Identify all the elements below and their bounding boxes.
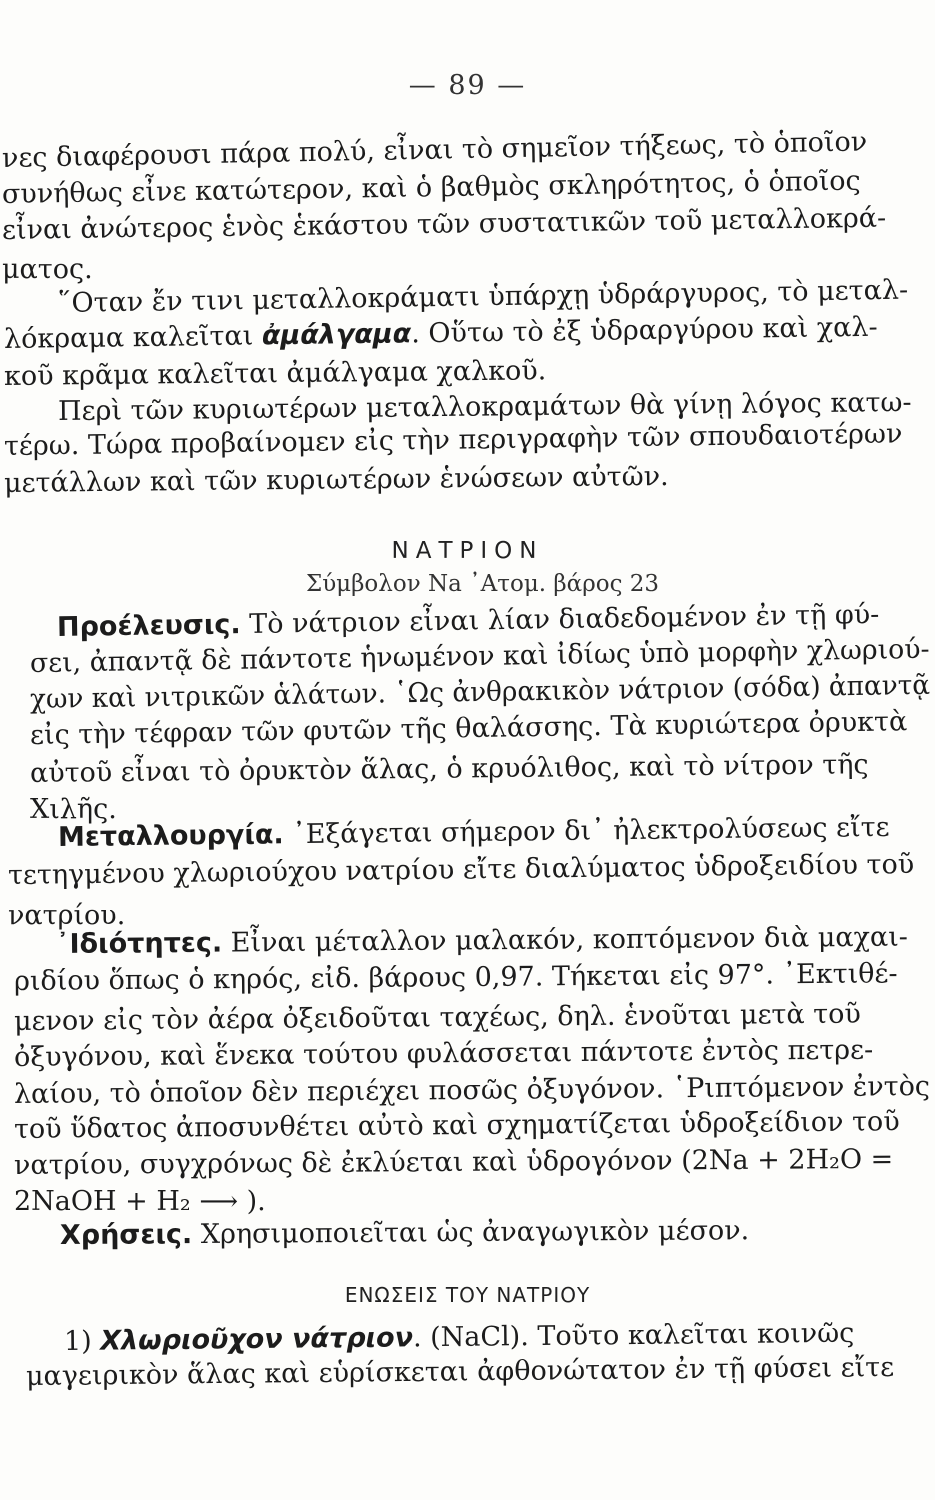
text-line: 2NaOH + H₂ ⟶ ). xyxy=(14,1186,266,1217)
heading-properties: ᾽Ιδιότητες. xyxy=(55,927,223,960)
text-line: Χιλῆς. xyxy=(30,794,117,825)
section-title: ΝΑΤΡΙΟΝ xyxy=(391,538,544,564)
text-line: τέρω. Τώρα προβαίνομεν εἰς τὴν περιγραφὴν τῶν σπουδαιοτέρων xyxy=(3,418,903,462)
page-number: — 89 — xyxy=(408,70,527,101)
text-line: χων καὶ νιτρικῶν ἁλάτων. ῾Ως ἀνθρακικὸν νάτριον (σόδα) ἀπαντᾷ xyxy=(29,669,931,715)
text-line: τετηγμένου χλωριούχου νατρίου εἴτε διαλύματος ὑδροξειδίου τοῦ xyxy=(7,848,915,891)
text-segment: Τὸ νάτριον εἶναι λίαν διαδεδομένον ἐν τῇ φύ- xyxy=(240,599,880,641)
text-line: λαίου, τὸ ὁποῖον δὲν περιέχει ποσῶς ὀξυγόνον. ῾Ριπτόμενον ἐντὸς xyxy=(13,1071,931,1110)
text-line: συνήθως εἶνε κατώτερον, καὶ ὁ βαθμὸς σκληρότητος, ὁ ὁποῖος xyxy=(1,165,861,210)
text-line xyxy=(57,811,890,853)
text-line xyxy=(3,311,878,355)
text-segment: λόκραμα καλεῖται xyxy=(3,320,254,355)
text-line: εἰς τὴν τέφραν τῶν φυτῶν τῆς θαλάσσης. Τὰ κυριώτερα ὀρυκτὰ xyxy=(29,706,908,751)
compounds-title: ΕΝΩΣΕΙΣ ΤΟΥ ΝΑΤΡΙΟΥ xyxy=(344,1283,591,1307)
heading-origin: Προέλευσις. xyxy=(56,609,241,643)
text-segment: . (NaCl). Τοῦτο καλεῖται κοινῶς xyxy=(412,1317,855,1354)
text-line xyxy=(57,601,880,641)
text-line: σει, ἀπαντᾷ δὲ πάντοτε ἡνωμένον καὶ ἰδίως ὑπὸ μορφὴν χλωριού- xyxy=(29,633,930,679)
text-line xyxy=(55,921,908,960)
text-line xyxy=(63,1317,855,1357)
text-line xyxy=(60,1217,749,1249)
text-line: αὐτοῦ εἶναι τὸ ὀρυκτὸν ἅλας, ὁ κρυόλιθος, καὶ τὸ νίτρον τῆς xyxy=(29,749,869,789)
heading-metallurgy: Μεταλλουργία. xyxy=(57,819,284,853)
text-line: νατρίου. xyxy=(8,900,126,931)
text-line: ματος. xyxy=(2,254,93,285)
text-line: μενον εἰς τὸν ἀέρα ὀξειδοῦται ταχέως, δηλ. ἑνοῦται μετὰ τοῦ xyxy=(13,998,861,1037)
list-number: 1) xyxy=(63,1325,92,1357)
text-line: εἶναι ἀνώτερος ἑνὸς ἑκάστου τῶν συστατικῶν τοῦ μεταλλοκρά- xyxy=(1,202,887,246)
text-line: νατρίου, συγχρόνως δὲ ἐκλύεται καὶ ὑδρογόνον (2Na + 2H₂O = xyxy=(13,1143,894,1181)
text-line: μετάλλων καὶ τῶν κυριωτέρων ἑνώσεων αὐτῶν. xyxy=(3,461,669,499)
text-line: μαγειρικὸν ἅλας καὶ εὑρίσκεται ἀφθονώτατον ἐν τῇ φύσει εἴτε xyxy=(25,1351,895,1392)
text-line: τοῦ ὕδατος ἀποσυνθέτει αὐτὸ καὶ σχηματίζεται ὑδροξείδιον τοῦ xyxy=(13,1106,900,1145)
text-line: ριδίου ὅπως ὁ κηρός, εἰδ. βάρους 0,97. Τήκεται εἰς 97°. ᾽Εκτιθέ- xyxy=(13,958,898,997)
text-segment: Χρησιμοποιεῖται ὡς ἀναγωγικὸν μέσον. xyxy=(192,1215,750,1251)
text-line: νες διαφέρουσι πάρα πολύ, εἶναι τὸ σημεῖον τήξεως, τὸ ὁποῖον xyxy=(1,126,868,174)
text-line: κοῦ κρᾶμα καλεῖται ἀμάλγαμα χαλκοῦ. xyxy=(3,355,547,392)
text-line: ῞Οταν ἔν τινι μεταλλοκράματι ὑπάρχῃ ὑδράργυρος, τὸ μεταλ- xyxy=(57,274,909,319)
compound-name: Χλωριοῦχον νάτριον xyxy=(100,1322,414,1357)
section-subtitle: Σύμβολον Na ᾽Ατομ. βάρος 23 xyxy=(305,571,660,597)
text-segment: . Οὕτω τὸ ἐξ ὑδραργύρου καὶ χαλ- xyxy=(411,311,878,350)
term-amalgam: ἀμάλγαμα xyxy=(261,318,412,352)
text-line: ὀξυγόνου, καὶ ἕνεκα τούτου φυλάσσεται πάντοτε ἐντὸς πετρε- xyxy=(13,1034,874,1073)
text-segment: Εἶναι μέταλλον μαλακόν, κοπτόμενον διὰ μαχαι- xyxy=(221,921,908,959)
text-segment: ᾽Εξάγεται σήμερον δι᾽ ἠλεκτρολύσεως εἴτε xyxy=(283,811,890,851)
heading-uses: Χρήσεις. xyxy=(59,1219,193,1251)
text-line: Περὶ τῶν κυριωτέρων μεταλλοκραμάτων θὰ γίνῃ λόγος κατω- xyxy=(57,387,912,427)
